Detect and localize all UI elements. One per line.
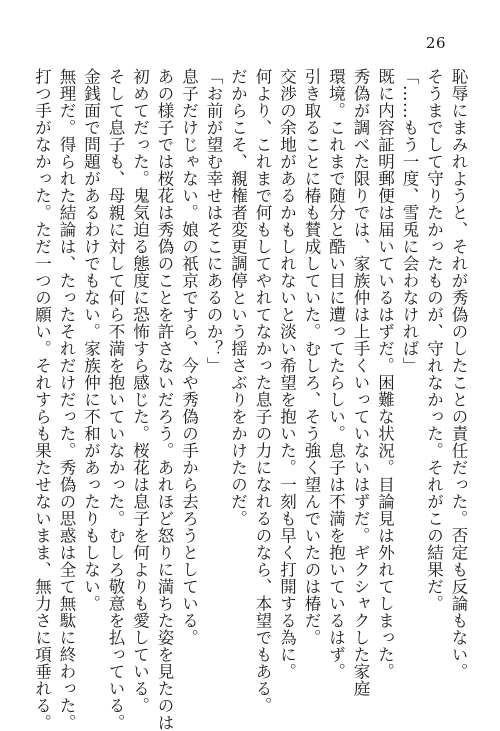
text-line: 息子だけじゃない。娘の祇京ですら、今や秀偽の手から去ろうとしている。	[179, 68, 199, 646]
body-text	[29, 68, 470, 731]
text-line: そうまでして守りたかったものが、守れなかった。それがこの結果だ。	[424, 68, 444, 612]
text-line: 「お前が望む幸せはそこにあるのか？」	[204, 68, 223, 374]
text-line: あの様子では桜花は秀偽のことを許さないだろう。あれほど怒りに満ちた姿を見たのは	[155, 68, 174, 731]
text-line: 金銭面で問題があるわけでもない。家族仲に不和があったりもしない。	[81, 68, 101, 612]
text-line: 既に内容証明郵便は届いているはずだ。困難な状況。目論見は外れてしまった。	[375, 68, 395, 680]
text-line: だからこそ、親権者変更調停という揺さぶりをかけたのだ。	[228, 68, 248, 527]
text-line: 環境。これまで随分と酷い目に遭ってたらしい。息子は不満を抱いているはず。	[326, 68, 346, 680]
page-number: 26	[425, 34, 446, 52]
text-line: 交渉の余地があるかもしれないと淡い希望を抱いた。一刻も早く打開する為に。	[277, 68, 297, 680]
text-line: 打つ手がなかった。ただ一つの願い。それすらも果たせないまま、無力さに項垂れる。	[32, 68, 52, 731]
text-line: そして息子も、母親に対して何ら不満を抱いていなかった。むしろ敬意を払っている。	[106, 68, 125, 731]
text-line: 恥辱にまみれようと、それが秀偽のしたことの責任だった。否定も反論もない。	[449, 68, 468, 680]
text-line: 引き取ることに椿も賛成していた。むしろ、そう強く望んでいたのは椿だ。	[302, 68, 321, 646]
text-line: 秀偽が調べた限りでは、家族仲は上手くいっていないはずだ。ギクシャクした家庭	[351, 68, 370, 697]
text-line: 初めてだった。鬼気迫る態度に恐怖すら感じた。桜花は息子を何よりも愛している。	[130, 68, 150, 714]
text-line: 無理だ。得られた結論は、たったそれだけだった。秀偽の思惑は全て無駄に終わった。	[57, 68, 76, 731]
text-line: 「……もう一度、雪兎に会わなければ」	[400, 68, 419, 374]
text-line: 何より、これまで何もしてやれてなかった息子の力になれるのなら、本望でもある。	[253, 68, 272, 714]
